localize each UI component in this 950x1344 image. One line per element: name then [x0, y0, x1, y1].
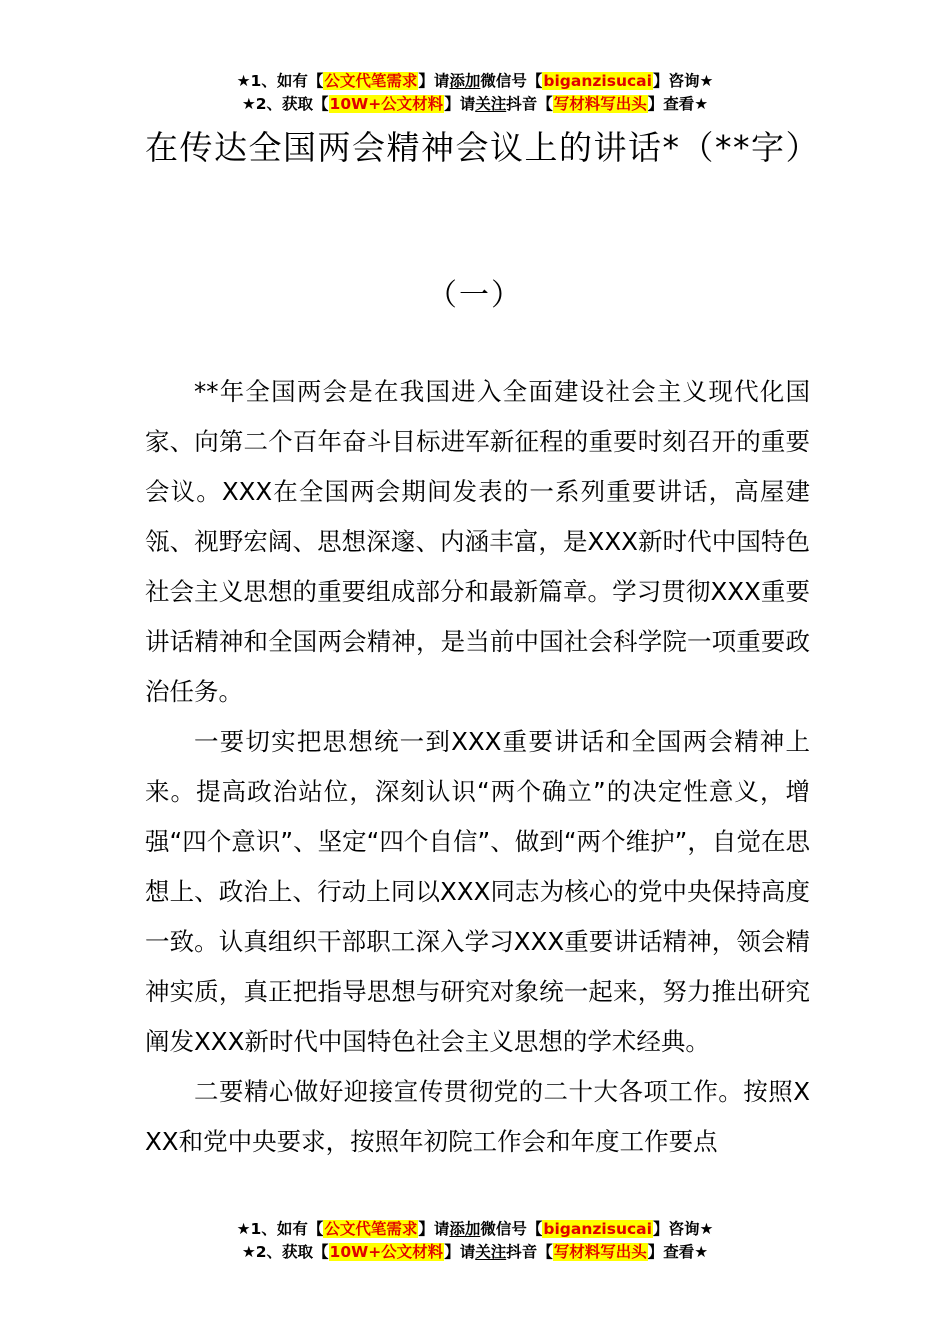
banner-text: 】请	[418, 72, 450, 90]
paragraph-1: **年全国两会是在我国进入全面建设社会主义现代化国家、向第二个百年奋斗目标进军新征程的重要时刻召开的重要会议。XXX在全国两会期间发表的一系列重要讲话，高屋建瓴、视野宏阔、思想深邃、内涵丰富，是XXX新时代中国特色社会主义思想的重要组成部分和最新篇章。学习贯彻XXX重要讲话精神和全国两会精神，是当前中国社会科学院一项重要政治任务。	[145, 377, 810, 706]
banner-highlight: biganzisucai	[543, 72, 652, 90]
document-body	[145, 367, 810, 1167]
banner-text: 】请	[444, 95, 476, 113]
banner-line-2	[0, 93, 950, 116]
paragraph-2: 一要切实把思想统一到XXX重要讲话和全国两会精神上来。提高政治站位，深刻认识“两个确立”的决定性意义，增强“四个意识”、坚定“四个自信”、做到“两个维护”，自觉在思想上、政治上、行动上同以XXX同志为核心的党中央保持高度一致。认真组织干部职工深入学习XXX重要讲话精神，领会精神实质，真正把指导思想与研究对象统一起来，努力推出研究阐发XXX新时代中国特色社会主义思想的学术经典。	[145, 727, 810, 1056]
banner-text: 抖音【	[506, 1243, 553, 1261]
banner-text: ★1、如有【	[236, 72, 324, 90]
header-banner	[0, 70, 950, 116]
banner-text: 】咨询★	[652, 72, 714, 90]
banner-text: 微信号【	[480, 72, 543, 90]
banner-text: 】咨询★	[652, 1220, 714, 1238]
banner-underline: 添加	[449, 1220, 481, 1238]
banner-text: ★1、如有【	[236, 1220, 324, 1238]
banner-underline: 关注	[475, 1243, 507, 1261]
footer-banner	[0, 1218, 950, 1264]
banner-text: 抖音【	[506, 95, 553, 113]
banner-highlight: 写材料写出头	[553, 95, 647, 113]
banner-highlight: 10W+公文材料	[329, 95, 444, 113]
banner-text: ★2、获取【	[241, 95, 329, 113]
banner-text: 】查看★	[647, 1243, 709, 1261]
banner-text: 微信号【	[480, 1220, 543, 1238]
banner-line-1	[0, 70, 950, 93]
banner-highlight: 公文代笔需求	[324, 72, 418, 90]
banner-line-1	[0, 1218, 950, 1241]
banner-text: 】请	[418, 1220, 450, 1238]
banner-text: 】查看★	[647, 95, 709, 113]
banner-highlight: biganzisucai	[543, 1220, 652, 1238]
banner-highlight: 写材料写出头	[553, 1243, 647, 1261]
banner-highlight: 公文代笔需求	[324, 1220, 418, 1238]
banner-highlight: 10W+公文材料	[329, 1243, 444, 1261]
banner-text: ★2、获取【	[241, 1243, 329, 1261]
banner-underline: 关注	[475, 95, 507, 113]
banner-line-2	[0, 1241, 950, 1264]
banner-text: 】请	[444, 1243, 476, 1261]
document-title: 在传达全国两会精神会议上的讲话*（**字）	[145, 128, 820, 167]
banner-underline: 添加	[449, 72, 481, 90]
paragraph-3: 二要精心做好迎接宣传贯彻党的二十大各项工作。按照XXX和党中央要求，按照年初院工作会和年度工作要点	[145, 1077, 810, 1156]
section-heading: （一）	[427, 278, 523, 313]
